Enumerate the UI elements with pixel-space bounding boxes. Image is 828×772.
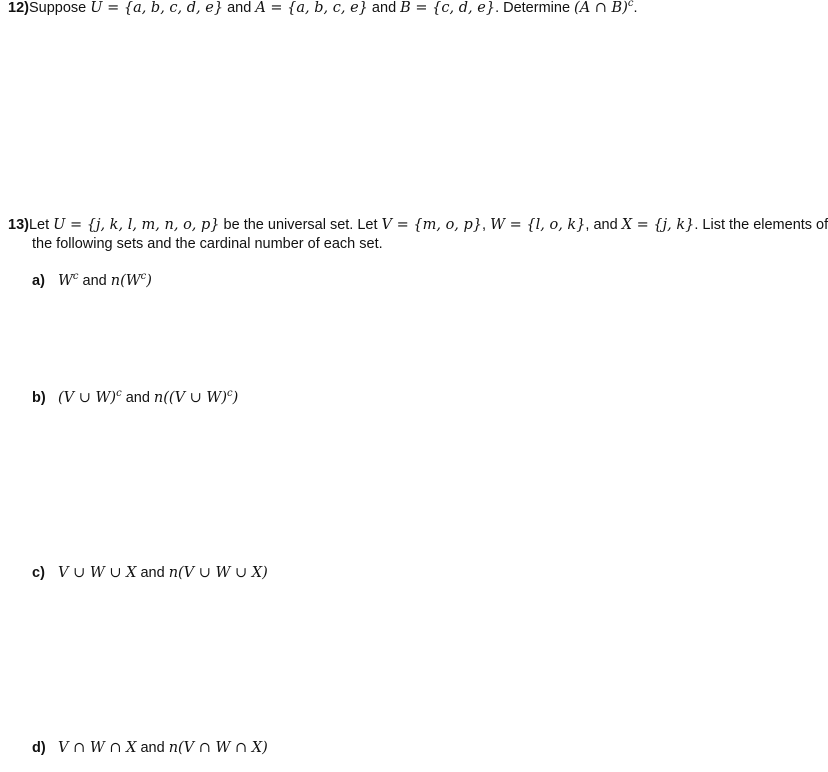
cardinality-expression: n((V ∪ W) [153, 390, 227, 406]
and-text: , and [585, 217, 622, 233]
cardinality-expression: n(V ∪ W ∪ X) [168, 565, 268, 581]
set-a-expression: A = {a, b, c, e} [255, 0, 368, 16]
target-expression: (A ∩ B) [574, 0, 628, 16]
part-expression: (V ∪ W) [58, 390, 117, 406]
comma-text: , [482, 217, 491, 233]
set-b-expression: B = {c, d, e} [400, 0, 496, 16]
and-text: and [78, 273, 111, 289]
part-d [32, 740, 268, 756]
part-c [32, 565, 268, 581]
and-text: and [136, 565, 169, 581]
closing-paren: ) [232, 390, 239, 406]
determine-text: . Determine [495, 0, 575, 16]
set-v-expression: V = {m, o, p} [381, 217, 483, 233]
set-w-expression: W = {l, o, k} [490, 217, 586, 233]
part-b [32, 390, 238, 406]
cardinality-expression: n(W [110, 273, 141, 289]
closing-paren: ) [146, 273, 152, 289]
part-a [32, 273, 152, 289]
part-expression: V ∪ W ∪ X [58, 565, 137, 581]
complement-superscript: c [226, 388, 233, 400]
problem-text: . List the elements of [694, 217, 828, 233]
problem-12 [8, 0, 638, 16]
part-label: a) [32, 273, 45, 289]
problem-number: 13) [8, 217, 29, 233]
and-text: and [121, 390, 154, 406]
set-x-expression: X = {j, k} [621, 217, 695, 233]
cardinality-expression: n(V ∩ W ∩ X) [168, 740, 268, 756]
problem-text-lead: Suppose [28, 0, 91, 16]
complement-superscript: c [72, 271, 79, 283]
part-label: c) [32, 565, 45, 581]
problem-13-line-2: the following sets and the cardinal number of each set. [32, 236, 383, 252]
set-u-expression: U = {a, b, c, d, e} [90, 0, 224, 16]
and-text: and [367, 0, 401, 16]
and-text: and [223, 0, 256, 16]
part-label: d) [32, 740, 46, 756]
complement-superscript: c [140, 271, 147, 283]
problem-text-lead: Let [28, 217, 54, 233]
problem-number: 12) [8, 0, 29, 16]
and-text: and [136, 740, 169, 756]
complement-superscript: c [116, 388, 122, 400]
problem-text: be the universal set. Let [219, 217, 382, 233]
part-expression: V ∩ W ∩ X [58, 740, 137, 756]
end-punctuation: . [633, 0, 638, 16]
part-label: b) [32, 390, 46, 406]
part-expression: W [58, 273, 73, 289]
complement-superscript: c [627, 0, 634, 10]
problem-13 [8, 217, 828, 233]
set-u-expression: U = {j, k, l, m, n, o, p} [53, 217, 220, 233]
